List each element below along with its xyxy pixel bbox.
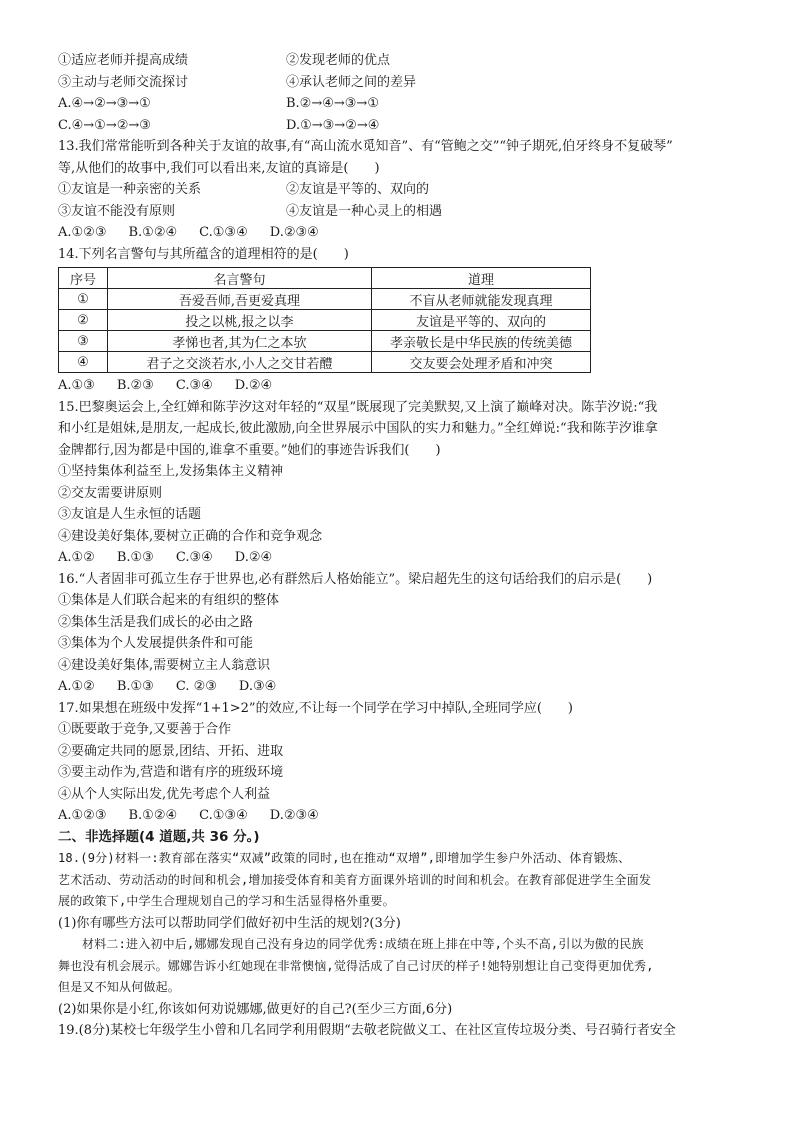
q16-choice-b: B.①③ <box>116 679 154 694</box>
q18-material-2-line-2: 舞也没有机会展示。娜娜告诉小红她现在非常懊恼,觉得活成了自己讨厌的样子!她特别想让自己变得更加优秀, <box>58 958 654 973</box>
cell-quote: 投之以桃,报之以李 <box>108 310 372 331</box>
q13-options-row-1 <box>58 179 748 201</box>
q13-choices <box>58 222 748 244</box>
q18-subquestion-1: (1)你有哪些方法可以帮助同学们做好初中生活的规划?(3分) <box>58 915 401 931</box>
q15-stem-line-2: 和小红是姐妹,是朋友,一起成长,彼此激励,向全世界展示中国队的实力和魅力。”全红婵说:“我和陈芋汐谁拿 <box>58 421 658 436</box>
q12-options-row-1 <box>58 50 748 72</box>
table-row <box>59 331 591 352</box>
q15-choice-d: D.②④ <box>234 550 273 565</box>
cell-meaning: 不盲从老师就能发现真理 <box>372 289 591 310</box>
q18-material-1-line-3: 展的政策下,中学生合理规划自己的学习和生活显得格外重要。 <box>58 894 395 908</box>
q16-option-2: ②集体生活是我们成长的必由之路 <box>58 614 254 630</box>
q17-choices <box>58 805 748 827</box>
q17-choice-d: D.②③④ <box>269 808 319 823</box>
q14-choice-c: C.③④ <box>175 378 213 393</box>
cell-number: ④ <box>59 352 108 373</box>
q18-material-2-line-1: 材料二:进入初中后,娜娜发现自己没有身边的同学优秀:成绩在班上排在中等,个头不高,引以为傲的民族 <box>82 937 644 951</box>
q15-choice-b: B.①③ <box>116 550 154 565</box>
q18-material-2-line-3: 但是又不知从何做起。 <box>58 980 181 994</box>
q15-option-4: ④建设美好集体,要树立正确的合作和竞争观念 <box>58 528 323 544</box>
exam-page <box>58 50 748 1042</box>
q13-option-1: ①友谊是一种亲密的关系 <box>58 182 202 197</box>
q14-stem: 14.下列名言警句与其所蕴含的道理相符的是( ) <box>58 246 349 262</box>
cell-number: ③ <box>59 331 108 352</box>
table-row <box>59 310 591 331</box>
q13-option-4: ④友谊是一种心灵上的相遇 <box>286 203 443 219</box>
q12-choice-c: C.④→①→②→③ <box>58 117 151 133</box>
q15-option-2: ②交友需要讲原则 <box>58 485 163 501</box>
q16-choice-c: C. ②③ <box>175 679 217 694</box>
q13-option-3: ③友谊不能没有原则 <box>58 203 176 219</box>
table-row <box>59 352 591 373</box>
q13-choice-b: B.①②④ <box>128 225 178 240</box>
q16-choice-a: A.①② <box>58 679 95 694</box>
q17-choice-c: C.①③④ <box>199 808 248 823</box>
q15-choice-c: C.③④ <box>175 550 213 565</box>
table-row <box>59 289 591 310</box>
q13-choice-c: C.①③④ <box>199 225 248 240</box>
cell-number: ① <box>59 289 108 310</box>
q12-option-1: ①适应老师并提高成绩 <box>58 53 189 68</box>
q13-choice-d: D.②③④ <box>269 225 319 240</box>
q15-stem-line-1: 15.巴黎奥运会上,全红婵和陈芋汐这对年轻的“双星”既展现了完美默契,又上演了巅峰对决。陈芋汐说:“我 <box>58 399 658 415</box>
q13-choice-a: A.①②③ <box>58 225 107 240</box>
q17-choice-a: A.①②③ <box>58 808 107 823</box>
q16-option-1: ①集体是人们联合起来的有组织的整体 <box>58 593 280 608</box>
table-header-row <box>59 268 591 289</box>
q17-option-4: ④从个人实际出发,优先考虑个人利益 <box>58 786 271 802</box>
q12-option-2: ②发现老师的优点 <box>286 53 391 68</box>
q14-choice-b: B.②③ <box>116 378 154 393</box>
q12-choice-b: B.②→④→③→① <box>286 96 379 111</box>
q12-options-row-2 <box>58 72 748 94</box>
q17-option-2: ②要确定共同的愿景,团结、开拓、进取 <box>58 743 284 759</box>
q15-option-1: ①坚持集体利益至上,发扬集体主义精神 <box>58 464 284 479</box>
q14-table <box>58 267 591 373</box>
q18-material-1-line-1: 18.(9分)材料一:教育部在落实“双减”政策的同时,也在推动“双增”,即增加学生参户外活动、体育锻炼、 <box>58 851 631 865</box>
q16-choice-d: D.③④ <box>238 679 277 694</box>
cell-number: ② <box>59 310 108 331</box>
q14-choice-d: D.②④ <box>234 378 273 393</box>
q16-option-3: ③集体为个人发展提供条件和可能 <box>58 636 254 651</box>
q12-option-4: ④承认老师之间的差异 <box>286 74 417 90</box>
q12-choices-row-2 <box>58 115 748 137</box>
header-number: 序号 <box>59 268 108 289</box>
q17-option-1: ①既要敢于竞争,又要善于合作 <box>58 722 232 737</box>
q15-choice-a: A.①② <box>58 550 95 565</box>
q18-material-1-line-2: 艺术活动、劳动活动的时间和机会,增加接受体育和美育方面课外培训的时间和机会。在教育部促进学生全面发 <box>58 872 652 887</box>
header-meaning: 道理 <box>372 268 591 289</box>
q16-stem: 16.“人者固非可孤立生存于世界也,必有群然后人格始能立”。梁启超先生的这句话给我们的启示是( ) <box>58 571 653 587</box>
cell-meaning: 友谊是平等的、双向的 <box>372 310 591 331</box>
q13-option-2: ②友谊是平等的、双向的 <box>286 182 430 197</box>
cell-quote: 君子之交淡若水,小人之交甘若醴 <box>108 352 372 373</box>
q17-option-3: ③要主动作为,营造和谐有序的班级环境 <box>58 765 284 780</box>
q16-choices <box>58 676 748 698</box>
q13-stem-line-2: 等,从他们的故事中,我们可以看出来,友谊的真谛是( ) <box>58 160 380 176</box>
cell-quote: 孝悌也者,其为仁之本欤 <box>108 331 372 352</box>
q15-stem-line-3: 金牌都行,因为都是中国的,谁拿不重要。”她们的事迹告诉我们( ) <box>58 442 441 458</box>
q14-choices <box>58 375 748 397</box>
q13-stem-line-1: 13.我们常常能听到各种关于友谊的故事,有“高山流水觅知音”、有“管鲍之交”“钟子期死,伯牙终身不复破琴” <box>58 139 673 154</box>
header-quote: 名言警句 <box>108 268 372 289</box>
q18-subquestion-2: (2)如果你是小红,你该如何劝说娜娜,做更好的自己?(至少三方面,6分) <box>58 1001 453 1017</box>
q12-option-3: ③主动与老师交流探讨 <box>58 74 189 90</box>
q12-choices-row-1 <box>58 93 748 115</box>
q13-options-row-2 <box>58 201 748 223</box>
cell-quote: 吾爱吾师,吾更爱真理 <box>108 289 372 310</box>
q12-choice-a: A.④→②→③→① <box>58 96 151 111</box>
q17-choice-b: B.①②④ <box>128 808 178 823</box>
q15-option-3: ③友谊是人生永恒的话题 <box>58 507 202 522</box>
q17-stem: 17.如果想在班级中发挥“1+1>2”的效应,不让每一个同学在学习中掉队,全班同学应( ) <box>58 700 573 716</box>
cell-meaning: 孝亲敬长是中华民族的传统美德 <box>372 331 591 352</box>
q12-choice-d: D.①→③→②→④ <box>286 117 380 133</box>
q15-choices <box>58 547 748 569</box>
section-heading: 二、非选择题(4 道题,共 36 分。) <box>58 828 260 845</box>
q16-option-4: ④建设美好集体,需要树立主人翁意识 <box>58 657 271 673</box>
q19-stem-line-1: 19.(8分)某校七年级学生小曾和几名同学利用假期“去敬老院做义工、在社区宣传垃圾分类、号召骑行者安全 <box>58 1023 676 1038</box>
q14-choice-a: A.①③ <box>58 378 95 393</box>
cell-meaning: 交友要会处理矛盾和冲突 <box>372 352 591 373</box>
